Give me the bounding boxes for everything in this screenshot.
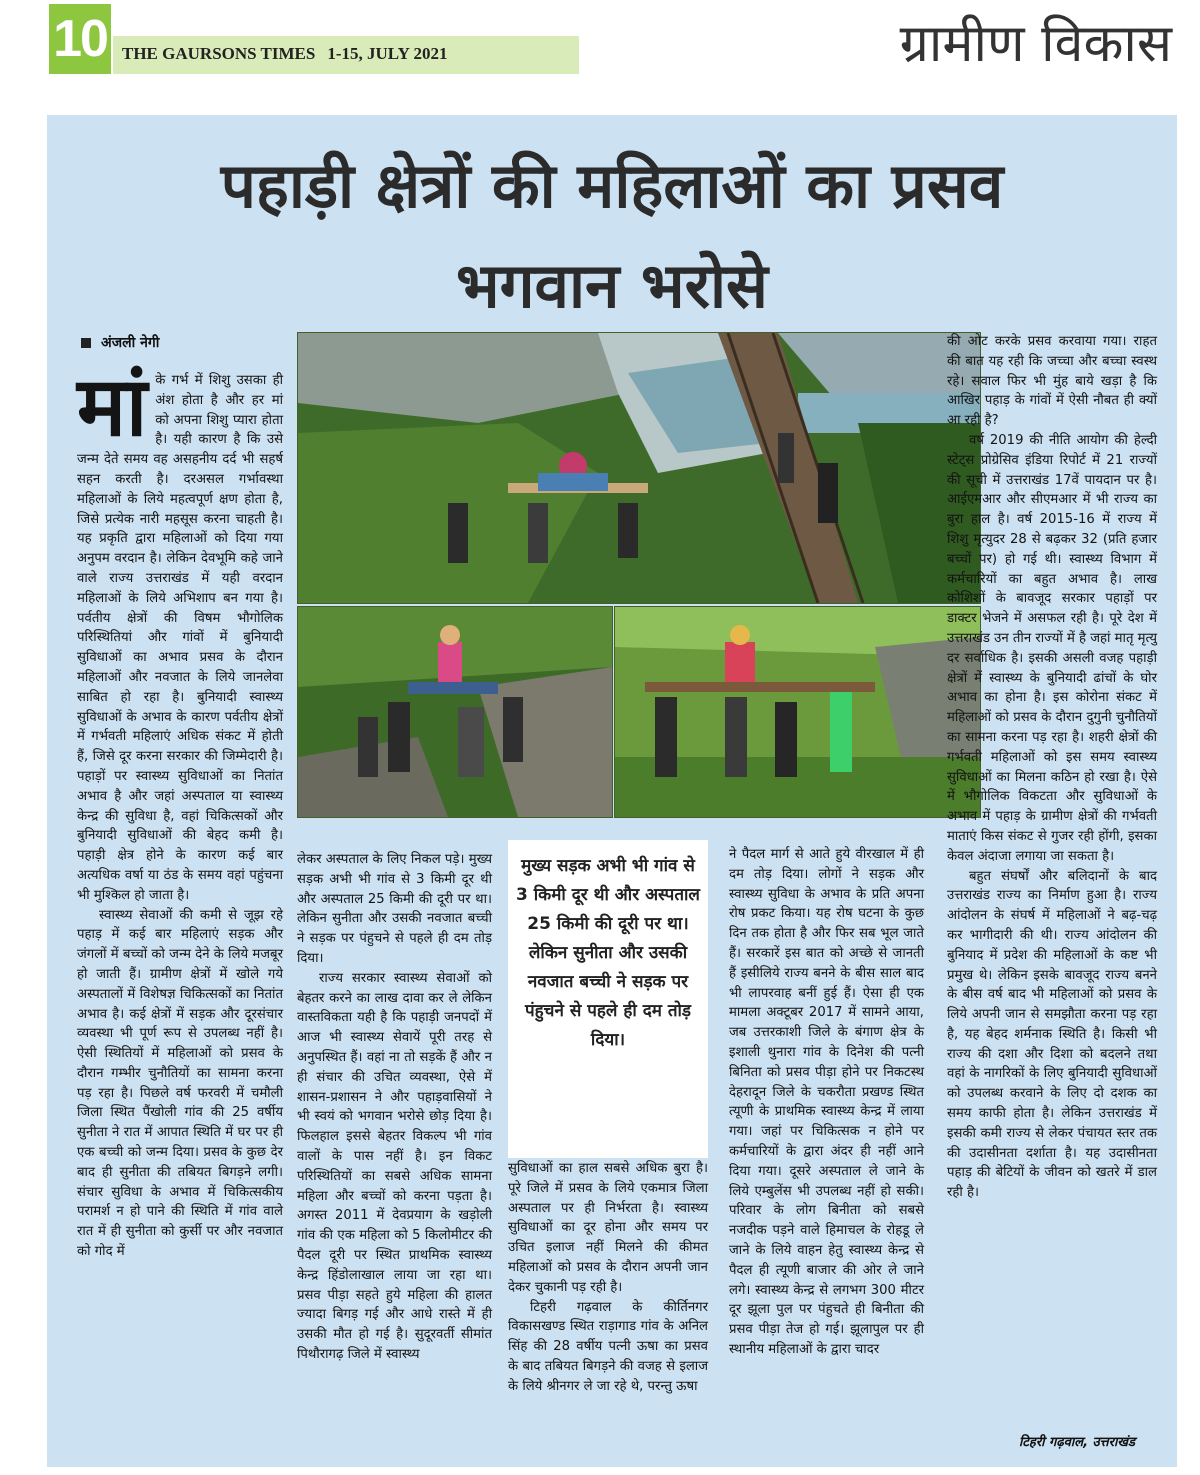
text-column-2: [297, 850, 492, 1365]
paragraph: वर्ष 2019 की नीति आयोग की हेल्दी स्टेट्स प्रोग्रेसिव इंडिया रिपोर्ट में 21 राज्यों की सूची में उत्तराखंड 17वें पायदान पर है। आईएमआर और सीएमआर में भी राज्य का बुरा हाल है। वर्ष 2015-16 में राज्य में शिशु मृत्युदर 28 से बढ़कर 32 (प्रति हजार बच्चों पर) हो गई थी। स्वास्थ्य विभाग में कर्मचारियों का बहुत अभाव है। लाख कोशिशों के बावजूद सरकार पहाड़ों पर डाक्टर भेजने में असफल रही है। पूरे देश में उत्तराखंड उन तीन राज्यों में है जहां मातृ मृत्यु दर सर्वाधिक है। इसकी असली वजह पहाड़ी क्षेत्रों में स्वास्थ्य के बुनियादी ढांचों के घोर अभाव का होना है। इस कोरोना संकट में महिलाओं को प्रसव के दौरान दुगुनी चुनौतियों का सामना करना पड़ रहा है। शहरी क्षेत्रों की गर्भवती महिलाओं को इस समय स्वास्थ्य सुविधाओं का मिलना कठिन हो रखा है। ऐसे में भौगोलिक विकटता और सुविधाओं के अभाव में पहाड़ के ग्रामीण क्षेत्रों की गर्भवती माताएं किस संकट से गुजर रही होंगी, इसका केवल अंदाजा लगाया जा सकता है।: [947, 432, 1158, 864]
author-name: अंजली नेगी: [101, 335, 160, 351]
text-column-4: [729, 845, 924, 1360]
masthead: [122, 44, 447, 64]
paragraph: बहुत संघर्षों और बलिदानों के बाद उत्तराखंड राज्य का निर्माण हुआ है। राज्य आंदोलन के संघर्ष में महिलाओं ने बढ़-चढ़ कर भागीदारी की थी। राज्य आंदोलन की बुनियाद में प्रदेश की महिलाओं के कष्ट भी प्रमुख थे। लेकिन इसके बावजूद राज्य बनने के बीस वर्ष बाद भी महिलाओं को प्रसव के लिये अपनी जान से समझौता करना पड़ रहा है, यह बेहद शर्मनाक स्थिति है। किसी भी राज्य की दशा और दिशा को बदलने तथा वहां के नागरिकों के लिए बुनियादी सुविधाओं को उपलब्ध करवाने के लिए दो दशक का समय काफी होता है। लेकिन उत्तराखंड में इसकी कमी राज्य से लेकर पंचायत स्तर तक की उदासीनता दर्शाता है। यह उदासीनता पहाड़ की बेटियों के जीवन को खतरे में डाल रही है।: [947, 868, 1157, 1201]
text-column-1: [77, 360, 283, 1262]
photo-river-bridge: [297, 332, 981, 604]
issue-date: 1-15, JULY 2021: [327, 44, 448, 63]
publication-name: THE GAURSONS TIMES: [122, 44, 316, 63]
article-panel: [47, 115, 1177, 1467]
paragraph: लेकर अस्पताल के लिए निकल पड़े। मुख्य सड़क अभी भी गांव से 3 किमी दूर थी और अस्पताल 25 किमी की दूरी पर था। लेकिन सुनीता और उसकी नवजात बच्ची ने सड़क पर पंहुचने से पहले ही दम तोड़ दिया।: [297, 852, 492, 966]
paragraph: की ओट करके प्रसव करवाया गया। राहत की बात यह रही कि जच्चा और बच्चा स्वस्थ रहे। सवाल फिर भी मुंह बाये खड़ा है कि आखिर पहाड़ के गांवों में ऐसी नौबत ही क्यों आ रही है?: [947, 334, 1157, 429]
paragraph: के गर्भ में शिशु उसका ही अंश होता है और हर मां को अपना शिशु प्यारा होता है। यही कारण है कि उसे जन्म देते समय वह असहनीय दर्द भी सहर्ष सहन करती है। दरअसल गर्भावस्था महिलाओं के लिये महत्वपूर्ण क्षण होता है, जिसे प्रत्येक नारी महसूस करना चाहती है। यह प्रकृति द्वारा महिलाओं को दिया गया अनुपम वरदान है। लेकिन देवभूमि कहे जाने वाले राज्य उत्तराखंड में यही वरदान महिलाओं के लिये अभिशाप बन गया है। पर्वतीय क्षेत्रों की विषम भौगोलिक परिस्थितियां और गांवों में बुनियादी सुविधाओं का अभाव प्रसव के दौरान महिलाओं और नवजात के लिये जानलेवा साबित हो रहा है। बुनियादी स्वास्थ्य सुविधाओं के अभाव के कारण पर्वतीय क्षेत्रों में गर्भवती महिलाएं अधिक संकट में होती हैं, जिसे दूर करना सरकार की जिम्मेदारी है। पहाड़ों पर स्वास्थ्य सुविधाओं का नितांत अभाव है और जहां अस्पताल या स्वास्थ्य केन्द्र की सुविधा है, वहां चिकित्सकों और बुनियादी सुविधाओं की बेहद कमी है। पहाड़ी क्षेत्र होने के कारण कई बार अत्यधिक वर्षा या ठंड के समय वहां पहुंचना भी मुश्किल हो जाता है।: [77, 373, 283, 903]
paragraph: टिहरी गढ़वाल के कीर्तिनगर विकासखण्ड स्थित राड़ागाड गांव के अनिल सिंह की 28 वर्षीय पत्नी ऊषा का प्रसव के बाद तबियत बिगड़ने की वजह से इलाज के लिये श्रीनगर ले जा रहे थे, परन्तु ऊषा: [508, 1299, 708, 1394]
paragraph: सुविधाओं का हाल सबसे अधिक बुरा है। पूरे जिले में प्रसव के लिये एकमात्र जिला अस्पताल पर ही निर्भरता है। स्वास्थ्य सुविधाओं का दूर होना और समय पर उचित इलाज नहीं मिलने की कीमत महिलाओं को प्रसव के दौरान अपनी जान देकर चुकानी पड़ रही है।: [508, 1161, 708, 1295]
photo-stretcher-hillside: [614, 606, 981, 818]
text-column-3: [508, 1159, 708, 1397]
paragraph: राज्य सरकार स्वास्थ्य सेवाओं को बेहतर करने का लाख दावा कर ले लेकिन वास्तविकता यही है कि पहाड़ी जनपदों में आज भी स्वास्थ्य सेवायें पूरी तरह से अनुपस्थित हैं। वहां ना तो सड़कें हैं और न ही संचार की उचित व्यवस्था, ऐसे में शासन-प्रशासन ने और पहाड़वासियों ने भी स्वयं को भगवान भरोसे छोड़ दिया है। फिलहाल इससे बेहतर विकल्प भी गांव वालों के पास नहीं है। इन विकट परिस्थितियों का सबसे अधिक सामना महिला और बच्चों को करना पड़ता है। अगस्त 2011 में देवप्रयाग के खड़ोली गांव की एक महिला को 5 किलोमीटर की पैदल दूरी पर स्थित प्राथमिक स्वास्थ्य केन्द्र हिंडोलाखाल लाया जा रहा था। प्रसव पीड़ा सहते हुये महिला की हालत ज्यादा बिगड़ गई और आधे रास्ते में ही उसकी मौत हो गई है। सुदूरवर्ती सीमांत पिथौरागढ़ जिले में स्वास्थ्य: [297, 970, 492, 1362]
dropcap: मां: [77, 360, 148, 455]
page-number: 10: [49, 4, 111, 74]
paragraph: स्वास्थ्य सेवाओं की कमी से जूझ रहे पहाड़ में कई बार महिलाएं सड़क और जंगलों में बच्चों को जन्म देने के लिये मजबूर हो जाती हैं। ग्रामीण क्षेत्रों में खोले गये अस्पतालों में विशेषज्ञ चिकित्सकों का नितांत अभाव है। कई क्षेत्रों में सड़क और दूरसंचार व्यवस्था भी पूर्ण रूप से उपलब्ध नहीं है। ऐसी स्थितियों में महिलाओं को प्रसव के दौरान गम्भीर चुनौतियों का सामना करना पड़ रहा है। पिछले वर्ष फरवरी में चमौली जिला स्थित पैंखोली गांव की 25 वर्षीय सुनीता ने रात में आपात स्थिति में घर पर ही एक बच्ची को जन्म दिया। प्रसव के कुछ देर बाद ही सुनीता की तबियत बिगड़ने लगी। संचार सुविधा के अभाव में चिकित्सकीय परामर्श न हो पाने की स्थिति में गांव वाले रात में ही सुनीता को कुर्सी पर और नवजात को गोद में: [77, 907, 283, 1260]
headline-line-1: पहाड़ी क्षेत्रों की महिलाओं का प्रसव: [220, 149, 1004, 222]
text-column-5: [947, 332, 1157, 1203]
section-title: ग्रामीण विकास: [899, 14, 1172, 74]
paragraph: ने पैदल मार्ग से आते हुये वीरखाल में ही दम तोड़ दिया। लोगों ने सड़क और स्वास्थ्य सुविधा के अभाव के प्रति अपना रोष प्रकट किया। यह रोष घटना के कुछ दिन तक होता है और फिर सब भूल जाते हैं। सरकारें इस बात को अच्छे से जानती हैं इसीलिये राज्य बनने के बीस साल बाद भी लापरवाह बनीं हुई हैं। ऐसा ही एक मामला अक्टूबर 2017 में सामने आया, जब उत्तरकाशी जिले के बंगाण क्षेत्र के इशाली थुनारा गांव के दिनेश की पत्नी बिनिता को प्रसव पीड़ा होने पर निकटस्थ देहरादून जिले के चकरौता प्रखण्ड स्थित त्यूणी के प्राथमिक स्वास्थ्य केन्द्र में लाया गया। जहां पर चिकित्सक न होने पर कर्मचारियों के द्वारा अंदर ही नहीं आने दिया गया। दूसरे अस्पताल ले जाने के लिये एम्बुलेंस भी उपलब्ध नहीं हो सकी। परिवार के लोग बिनीता को सबसे नजदीक पड़ने वाले हिमाचल के रोहडू ले जाने के लिये वाहन हेतु स्वास्थ्य केन्द्र से पैदल ही त्यूणी बाजार की ओर ले जाने लगे। स्वास्थ्य केन्द्र से लगभग 300 मीटर दूर झूला पुल पर पंहुचते ही बिनीता की प्रसव पीड़ा तेज हो गई। झूलापुल पर ही स्थानीय महिलाओं के द्वारा चादर: [729, 847, 924, 1357]
pull-quote: मुख्य सड़क अभी भी गांव से 3 किमी दूर थी और अस्पताल 25 किमी की दूरी पर था। लेकिन सुनीता और उसकी नवजात बच्ची ने सड़क पर पंहुचने से पहले ही दम तोड़ दिया।: [508, 840, 708, 1158]
dateline-credit: टिहरी गढ़वाल, उत्तराखंड: [1019, 1435, 1135, 1450]
byline-bullet-icon: [81, 338, 91, 348]
byline: [81, 333, 159, 352]
page-header: [0, 0, 1200, 110]
photo-carrying-woman: [297, 606, 613, 818]
headline-line-2: भगवान भरोसे: [456, 249, 768, 322]
